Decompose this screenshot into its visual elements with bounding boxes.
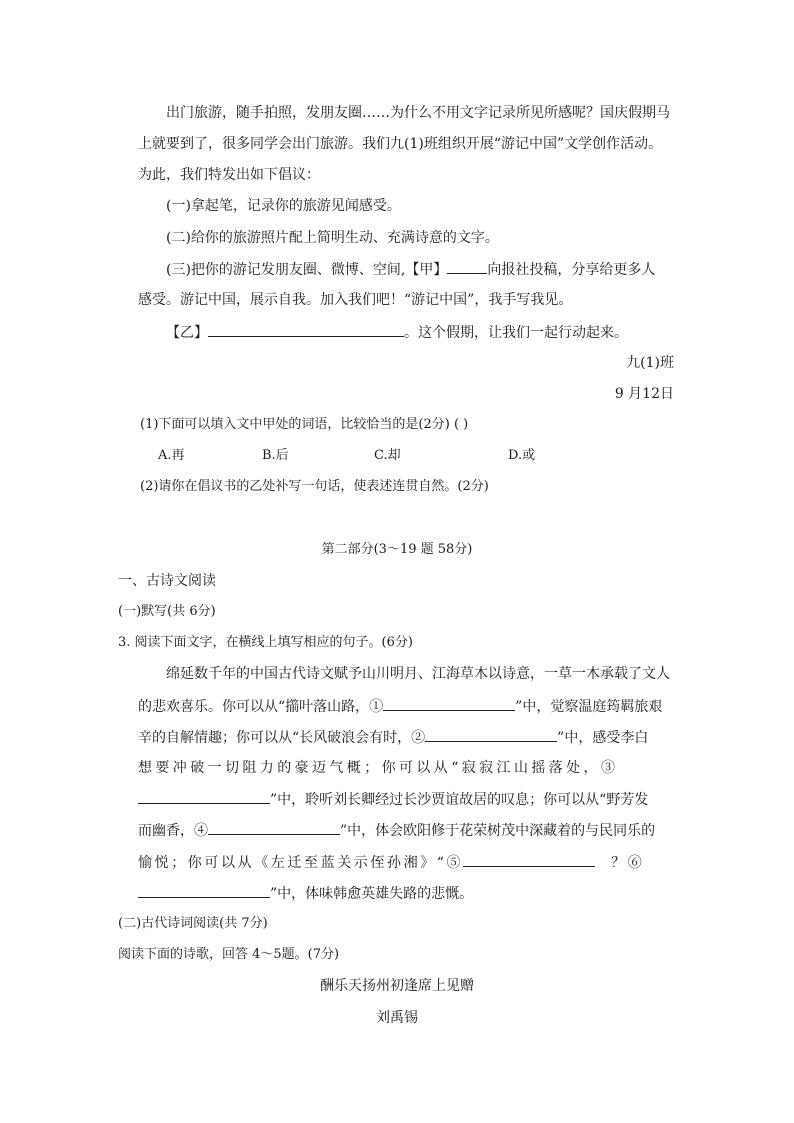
blank-yi[interactable] — [208, 322, 404, 337]
sub-1-heading: (一)默写(共 6分) — [118, 604, 216, 619]
q1-option-b[interactable]: B.后 — [262, 448, 289, 463]
proposal-line-1: 出门旅游，随手拍照，发朋友圈……为什么不用文字记录所见所感呢？国庆假期马 — [166, 105, 670, 121]
proposal-item-1: (一)拿起笔，记录你的旅游见闻感受。 — [166, 198, 401, 214]
blank-2[interactable] — [425, 727, 557, 742]
q2-stem: (2)请你在倡议书的乙处补写一句话，使表述连贯自然。(2分) — [140, 479, 489, 494]
q3-line-2 — [138, 696, 662, 717]
proposal-line-2: 上就要到了，很多同学会出门旅游。我们九(1)班组织开展“游记中国”文学创作活动。 — [138, 136, 663, 152]
q1-option-c[interactable]: C.却 — [374, 448, 401, 463]
proposal-yi-line — [166, 322, 628, 343]
q3-line-5-b: ”中，聆听刘长卿经过长沙贾谊故居的叹息；你可以从“野芳发 — [270, 792, 649, 808]
yi-label: 【乙】 — [166, 325, 208, 341]
q3-line-3-b: ”中，感受李白 — [557, 730, 649, 746]
q3-line-4: 想要冲破一切阻力的豪迈气概；你可以从“寂寂江山摇落处，③ — [138, 760, 619, 776]
q3-line-8 — [138, 883, 473, 904]
q3-line-3-a: 辛的自解情趣；你可以从“长风破浪会有时，② — [138, 730, 426, 746]
q3-line-7-b: ？⑥ — [611, 855, 645, 871]
q1-stem: (1)下面可以填入文中甲处的词语，比较恰当的是(2分) ( ) — [140, 417, 469, 432]
q1-option-d[interactable]: D.或 — [508, 448, 536, 463]
blank-3[interactable] — [138, 789, 270, 804]
blank-jia[interactable] — [447, 259, 487, 274]
q1-option-a[interactable]: A.再 — [158, 448, 185, 463]
poem-author: 刘禹锡 — [376, 1010, 418, 1026]
q3-line-6-b: ”中，体会欧阳修于花荣树茂中深藏着的与民同乐的 — [340, 823, 656, 839]
q3-line-6 — [138, 820, 655, 841]
q3-line-6-a: 而幽香，④ — [138, 823, 208, 839]
proposal-item-2: (二)给你的旅游照片配上简明生动、充满诗意的文字。 — [166, 230, 499, 246]
blank-6[interactable] — [138, 883, 270, 898]
date: 9 月12日 — [614, 386, 674, 402]
poem-title: 酬乐天扬州初逢席上见赠 — [320, 978, 474, 994]
blank-1[interactable] — [383, 696, 515, 711]
proposal-item-3 — [166, 259, 655, 280]
q3-line-8-b: ”中，体味韩愈英雄失路的悲慨。 — [270, 886, 474, 902]
signature: 九(1)班 — [626, 355, 674, 371]
q3-line-7 — [138, 852, 644, 873]
item3-text-b: 向报社投稿，分享给更多人 — [487, 262, 656, 278]
yi-after: 。这个假期，让我们一起行动起来。 — [404, 325, 628, 341]
part2-title: 第二部分(3～19 题 58分) — [321, 542, 473, 557]
sub-2-heading: (二)古代诗词阅读(共 7分) — [118, 916, 268, 931]
proposal-line-3: 为此，我们特发出如下倡议： — [138, 167, 320, 183]
q3-stem: 3. 阅读下面文字，在横线上填写相应的句子。(6分) — [118, 635, 413, 650]
q3-line-1: 绵延数千年的中国古代诗文赋予山川明月、江海草木以诗意，一草一木承载了文人 — [166, 666, 670, 682]
q3-line-2-b: ”中，觉察温庭筠羁旅艰 — [515, 699, 663, 715]
proposal-item-3-cont: 感受。游记中国，展示自我。加入我们吧！“游记中国”，我手写我见。 — [138, 292, 573, 308]
q3-line-2-a: 的悲欢喜乐。你可以从“擶叶落山路，① — [138, 699, 384, 715]
blank-5[interactable] — [463, 852, 595, 867]
q3-line-7-a: 愉悦；你可以从《左迁至蓝关示侄孙湘》“⑤ — [138, 855, 464, 871]
blank-4[interactable] — [208, 820, 340, 835]
q3-line-5 — [138, 789, 648, 810]
section-1-heading: 一、古诗文阅读 — [118, 573, 216, 589]
item3-text-a: (三)把你的游记发朋友圈、微博、空间,【甲】 — [166, 262, 448, 278]
q45-intro: 阅读下面的诗歌，回答 4～5题。(7分) — [118, 947, 340, 962]
q3-line-3 — [138, 727, 648, 748]
